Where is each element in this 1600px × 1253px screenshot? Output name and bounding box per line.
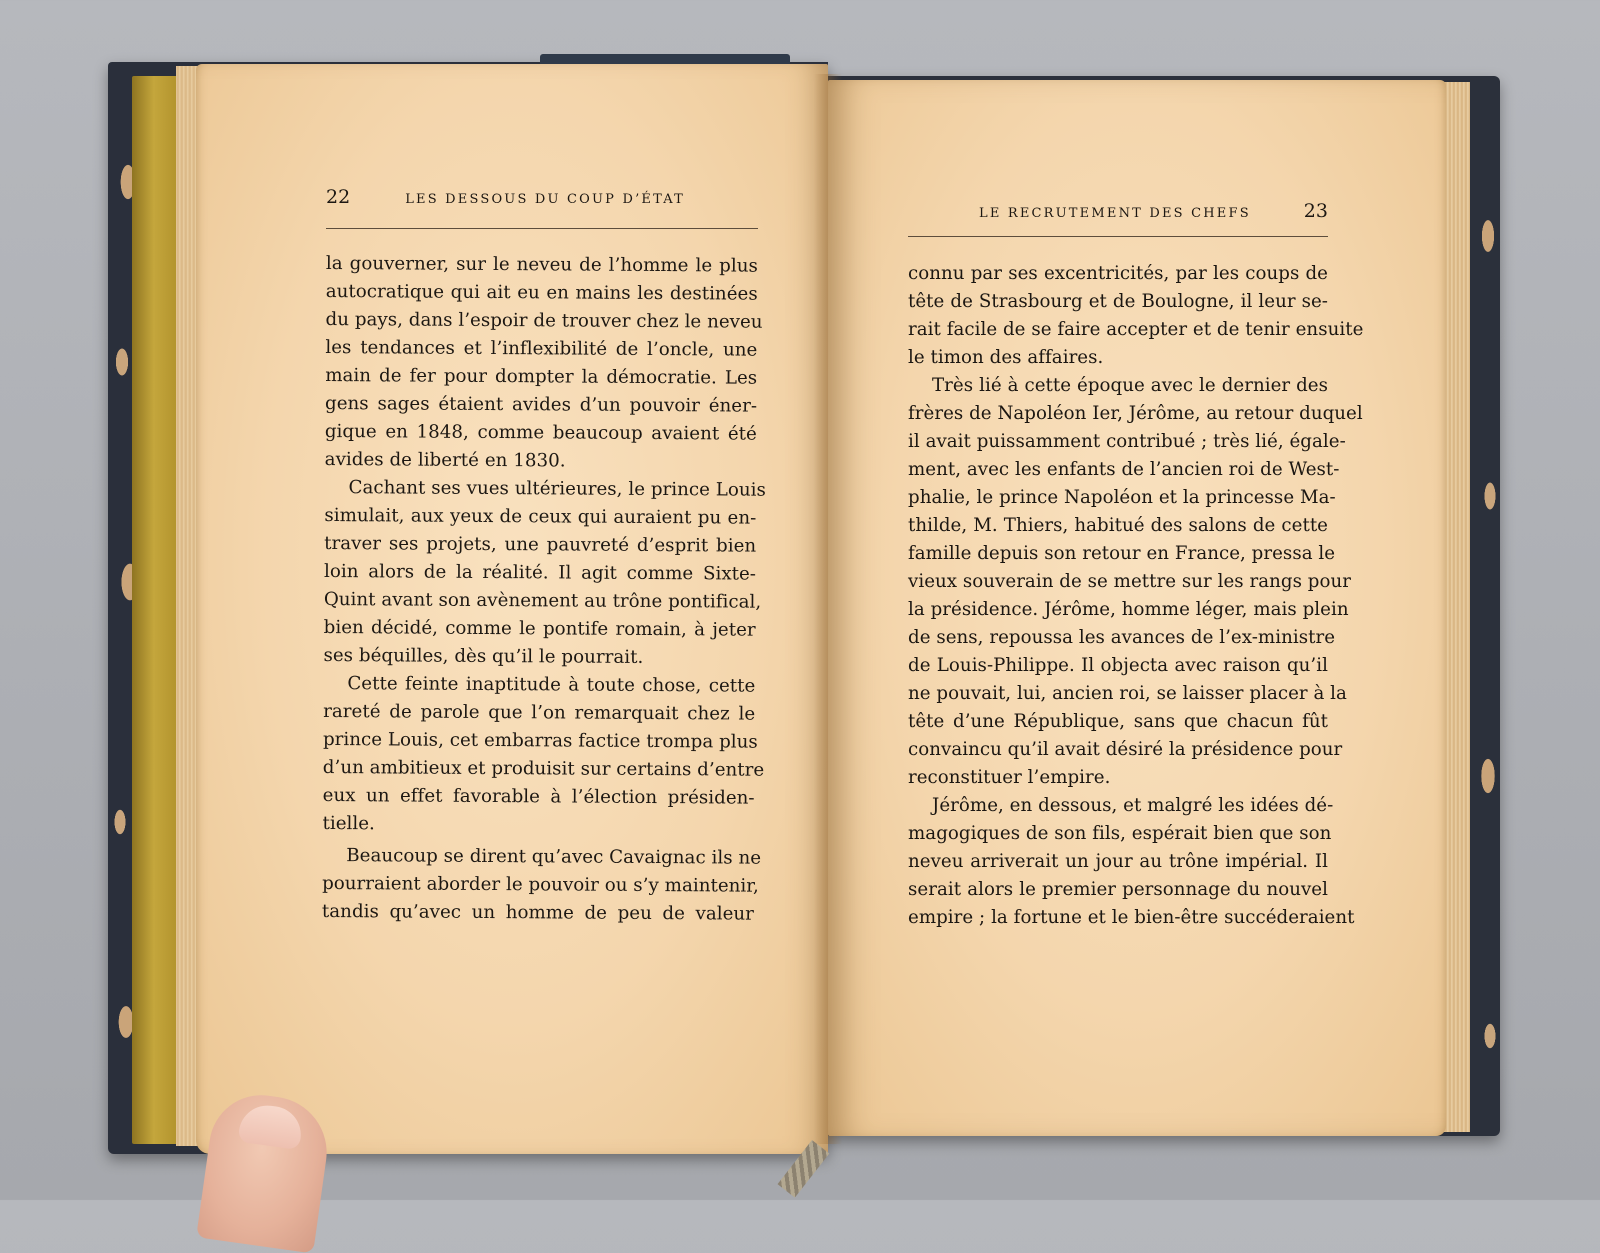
- text-line: frères de Napoléon Ier, Jérôme, au retour duquel: [908, 403, 1363, 424]
- text-line: reconstituer l’empire.: [908, 767, 1111, 788]
- text-line: Cachant ses vues ultérieures, le prince Louis: [348, 477, 767, 501]
- text-line: de sens, repoussa les avances de l’ex-ministre: [908, 627, 1336, 648]
- text-line: neveu arriverait un jour au trône impérial. Il: [908, 851, 1328, 872]
- text-line: phalie, le prince Napoléon et la princesse Ma-: [908, 487, 1336, 508]
- text-line: tandis qu’avec un homme de peu de valeur: [321, 900, 755, 925]
- text-line: les tendances et l’inflexibilité de l’oncle, une: [325, 336, 758, 361]
- text-line: famille depuis son retour en France, pressa le: [908, 543, 1336, 564]
- text-line: de Louis-Philippe. Il objecta avec raison qu’il: [908, 655, 1328, 676]
- right-running-head: [908, 200, 1328, 222]
- text-line: la présidence. Jérôme, homme léger, mais plein: [908, 599, 1349, 620]
- text-line: Jérôme, en dessous, et malgré les idées dé-: [932, 795, 1334, 816]
- page-number: 23: [1303, 200, 1328, 222]
- text-line: Beaucoup se dirent qu’avec Cavaignac ils ne: [346, 845, 762, 869]
- right-page: [828, 80, 1446, 1136]
- text-line: tête de Strasbourg et de Boulogne, il leur se-: [908, 291, 1328, 312]
- running-title: LES DESSOUS DU COUP D’ÉTAT: [405, 192, 685, 207]
- text-line: ment, avec les enfants de l’ancien roi de West-: [908, 459, 1340, 480]
- text-line: avides de liberté en 1830.: [324, 448, 566, 472]
- text-line: thilde, M. Thiers, habitué des salons de cette: [908, 515, 1328, 536]
- left-page: [196, 64, 828, 1154]
- page-number: 22: [326, 186, 351, 208]
- text-line: autocratique qui ait eu en mains les destinées: [325, 280, 758, 305]
- text-line: Quint avant son avènement au trône pontifical,: [323, 588, 762, 613]
- text-line: serait alors le premier personnage du nouvel: [908, 879, 1328, 900]
- text-line: rareté de parole que l’on remarquait chez le: [323, 700, 756, 725]
- text-line: la gouverner, sur le neveu de l’homme le plus: [325, 252, 758, 277]
- text-line: ne pouvait, lui, ancien roi, se laisser placer à la: [908, 683, 1347, 704]
- text-line: gens sages étaient avides d’un pouvoir éner-: [324, 392, 758, 417]
- text-line: convaincu qu’il avait désiré la présidence pour: [908, 739, 1343, 760]
- text-line: gique en 1848, comme beaucoup avaient été: [324, 420, 757, 445]
- text-line: eux un effet favorable à l’élection présiden-: [322, 784, 755, 809]
- left-running-head: [326, 186, 758, 208]
- text-line: vieux souverain de se mettre sur les rangs pour: [908, 571, 1351, 592]
- text-line: prince Louis, cet embarras factice trompa plus: [322, 728, 758, 753]
- text-line: main de fer pour dompter la démocratie. Les: [325, 364, 758, 389]
- text-line: traver ses projets, une pauvreté d’esprit bien: [324, 532, 757, 557]
- header-rule: [326, 228, 758, 229]
- text-line: simulait, aux yeux de ceux qui auraient pu en-: [324, 504, 757, 529]
- text-line: empire ; la fortune et le bien-être succéderaient: [908, 907, 1355, 928]
- text-line: tielle.: [322, 812, 375, 835]
- text-line: Très lié à cette époque avec le dernier des: [932, 375, 1328, 396]
- text-line: le timon des affaires.: [908, 347, 1104, 368]
- text-line: tête d’une République, sans que chacun fût: [908, 711, 1328, 732]
- right-body-text: [908, 260, 1364, 932]
- text-line: rait facile de se faire accepter et de tenir ensuite: [908, 319, 1364, 340]
- running-title: LE RECRUTEMENT DES CHEFS: [978, 206, 1251, 221]
- left-body-text: [321, 250, 767, 929]
- text-line: il avait puissamment contribué ; très lié, égale-: [908, 431, 1346, 452]
- text-line: loin alors de la réalité. Il agit comme Sixte-: [323, 560, 757, 585]
- text-line: du pays, dans l’espoir de trouver chez le neveu: [325, 308, 763, 333]
- text-line: Cette feinte inaptitude à toute chose, cette: [347, 673, 756, 697]
- text-line: pourraient aborder le pouvoir ou s’y maintenir,: [322, 872, 759, 897]
- text-line: connu par ses excentricités, par les coups de: [908, 263, 1328, 284]
- text-line: bien décidé, comme le pontife romain, à jeter: [323, 616, 756, 641]
- text-line: magogiques de son fils, espérait bien que son: [908, 823, 1332, 844]
- text-line: ses béquilles, dès qu’il le pourrait.: [323, 644, 644, 668]
- text-line: d’un ambitieux et produisit sur certains d’entre: [322, 756, 765, 781]
- header-rule: [908, 236, 1328, 237]
